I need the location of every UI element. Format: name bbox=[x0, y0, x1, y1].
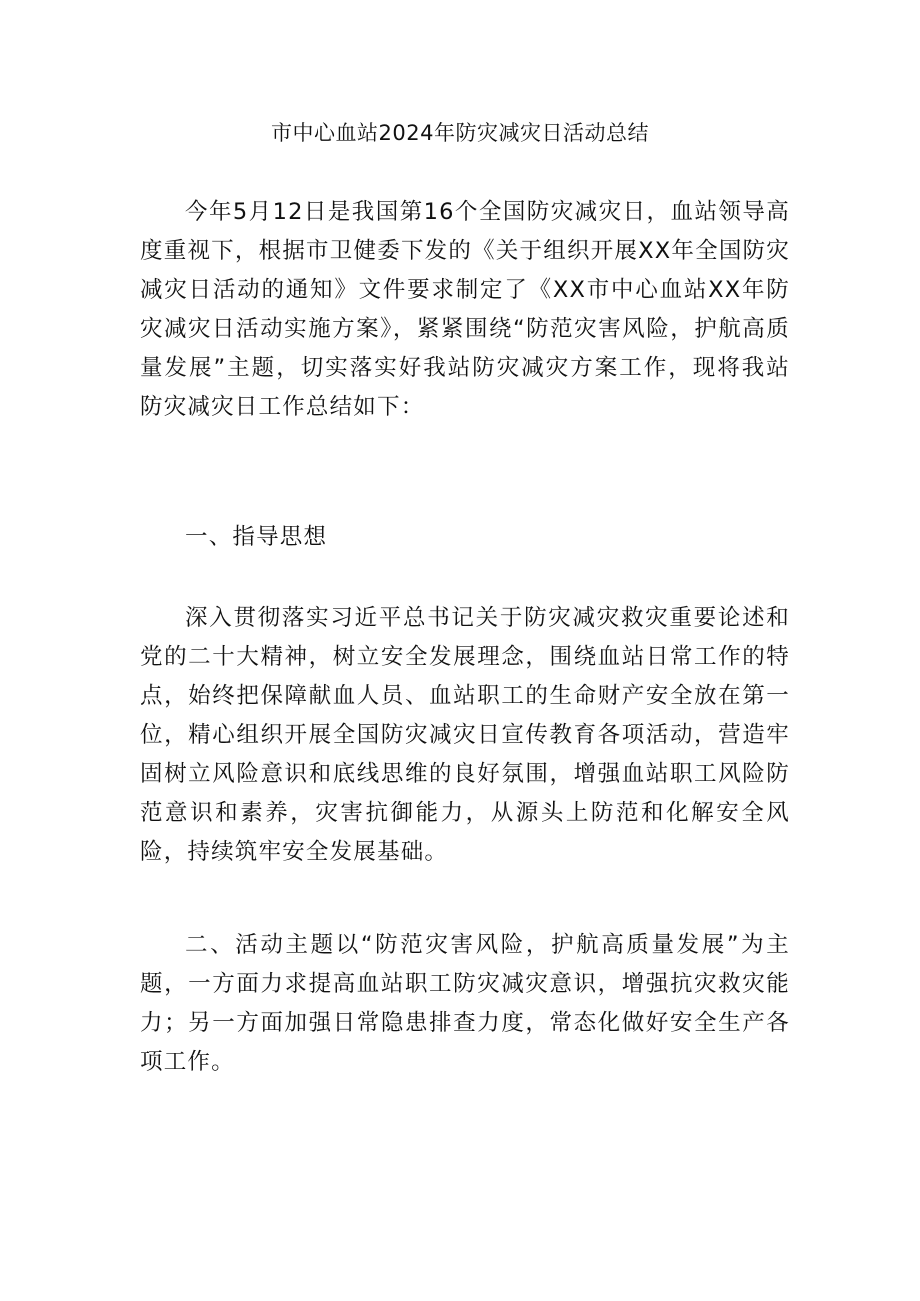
section-2-paragraph: 二、活动主题以“防范灾害风险，护航高质量发展”为主题，一方面力求提高血站职工防灾减灾意识，增强抗灾救灾能力；另一方面加强日常隐患排查力度，常态化做好安全生产各项工作。 bbox=[140, 932, 790, 1075]
section-1-paragraph: 深入贯彻落实习近平总书记关于防灾减灾救灾重要论述和党的二十大精神，树立安全发展理念，围绕血站日常工作的特点，始终把保障献血人员、血站职工的生命财产安全放在第一位，精心组织开展全国防灾减灾日宣传教育各项活动，营造牢固树立风险意识和底线思维的良好氛围，增强血站职工风险防范意识和素养，灾害抗御能力，从源头上防范和化解安全风险，持续筑牢安全发展基础。 bbox=[140, 605, 790, 865]
document-title: 市中心血站2024年防灾减灾日活动总结 bbox=[271, 121, 649, 145]
section-1-heading: 一、指导思想 bbox=[185, 524, 328, 550]
intro-paragraph: 今年5月12日是我国第16个全国防灾减灾日，血站领导高度重视下，根据市卫健委下发的《关于组织开展XX年全国防灾减灾日活动的通知》文件要求制定了《XX市中心血站XX年防灾减灾日活动实施方案》，紧紧围绕“防范灾害风险，护航高质量发展”主题，切实落实好我站防灾减灾方案工作，现将我站防灾减灾日工作总结如下： bbox=[140, 199, 790, 420]
